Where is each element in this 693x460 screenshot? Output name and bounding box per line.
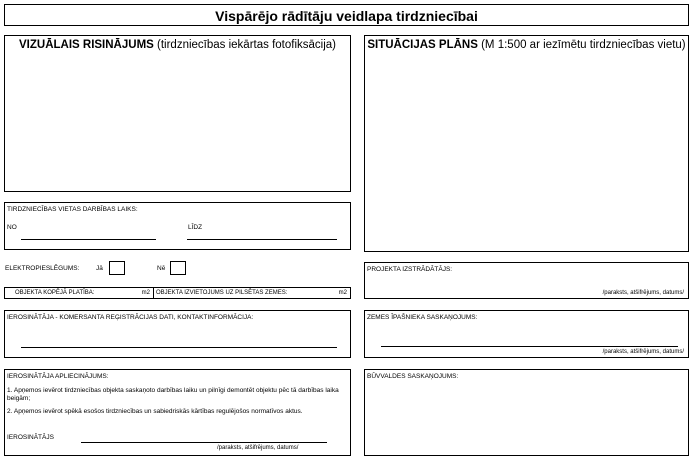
object-area-unit: m2 (141, 290, 150, 296)
initiator-data-line[interactable] (21, 347, 337, 348)
project-author-label: PROJEKTA IZSTRĀDĀTĀJS: (367, 266, 453, 273)
city-area-unit: m2 (338, 290, 347, 296)
project-author-signature: /paraksts, atšifrējums, datums/ (602, 290, 684, 296)
commitments-box (4, 369, 351, 456)
building-board-box (364, 369, 689, 456)
working-hours-box (4, 202, 351, 250)
hours-from-label: NO (7, 224, 17, 231)
situation-plan-heading-rest: (M 1:500 ar iezīmētu tirdzniecības vietu) (477, 39, 686, 51)
title-box (4, 4, 689, 26)
initiator-signature-caption: /paraksts, atšifrējums, datums/ (217, 445, 299, 451)
initiator-data-label: IEROSINĀTĀJA - KOMERSANTA REĢISTRĀCIJAS DATI, KONTAKTINFORMĀCIJA: (7, 314, 254, 321)
hours-to-label: LĪDZ (188, 224, 203, 231)
electric-yes-checkbox[interactable] (109, 261, 125, 275)
object-area-label: OBJEKTA KOPĒJĀ PLATĪBA: (15, 290, 95, 296)
commitment-2: 2. Apņemos ievērot spēkā esošos tirdzniecības un sabiedriskās kārtības regulējošos normatīvos aktus. (7, 408, 303, 415)
land-owner-label: ZEMES ĪPAŠNIEKA SASKAŅOJUMS: (367, 314, 478, 321)
land-owner-line[interactable] (381, 346, 678, 347)
page-title: Vispārējo rādītāju veidlapa tirdzniecībai (215, 8, 478, 24)
electric-no-label: Nē (157, 265, 166, 272)
situation-plan-box (364, 35, 689, 252)
visual-solution-heading-bold: VIZUĀLAIS RISINĀJUMS (19, 39, 154, 51)
land-owner-signature: /paraksts, atšifrējums, datums/ (602, 349, 684, 355)
situation-plan-heading (365, 39, 688, 51)
city-area-label: OBJEKTA IZVIETOJUMS UZ PILSĒTAS ZEMES: (156, 290, 288, 296)
visual-solution-heading (5, 39, 350, 51)
working-hours-label: TIRDZNIECĪBAS VIETAS DARBĪBAS LAIKS: (7, 206, 138, 213)
visual-solution-box (4, 35, 351, 192)
electric-no-checkbox[interactable] (170, 261, 186, 275)
city-area-box (153, 287, 351, 299)
object-area-box (4, 287, 154, 299)
visual-solution-heading-rest: (tirdzniecības iekārtas fotofiksācija) (153, 39, 336, 51)
commitment-1-line1: 1. Apņemos ievērot tirdzniecības objekta saskaņoto darbības laiku un pilnīgi demontēt objektu pēc tā darbības laika (7, 387, 339, 394)
situation-plan-heading-bold: SITUĀCIJAS PLĀNS (367, 39, 478, 51)
project-author-box (364, 262, 689, 299)
commitments-label: IEROSINĀTĀJA APLIECINĀJUMS: (7, 373, 109, 380)
hours-to-line[interactable] (187, 239, 337, 240)
initiator-data-box (4, 310, 351, 358)
electric-yes-label: Jā (96, 265, 103, 272)
initiator-signature-line[interactable] (81, 442, 327, 443)
land-owner-box (364, 310, 689, 358)
electric-label: ELEKTROPIESLĒGUMS: (5, 265, 80, 272)
commitment-1-line2: beigām; (7, 395, 31, 402)
hours-from-line[interactable] (21, 239, 156, 240)
initiator-label: IEROSINĀTĀJS (7, 434, 54, 441)
building-board-label: BŪVVALDES SASKAŅOJUMS: (367, 373, 459, 380)
